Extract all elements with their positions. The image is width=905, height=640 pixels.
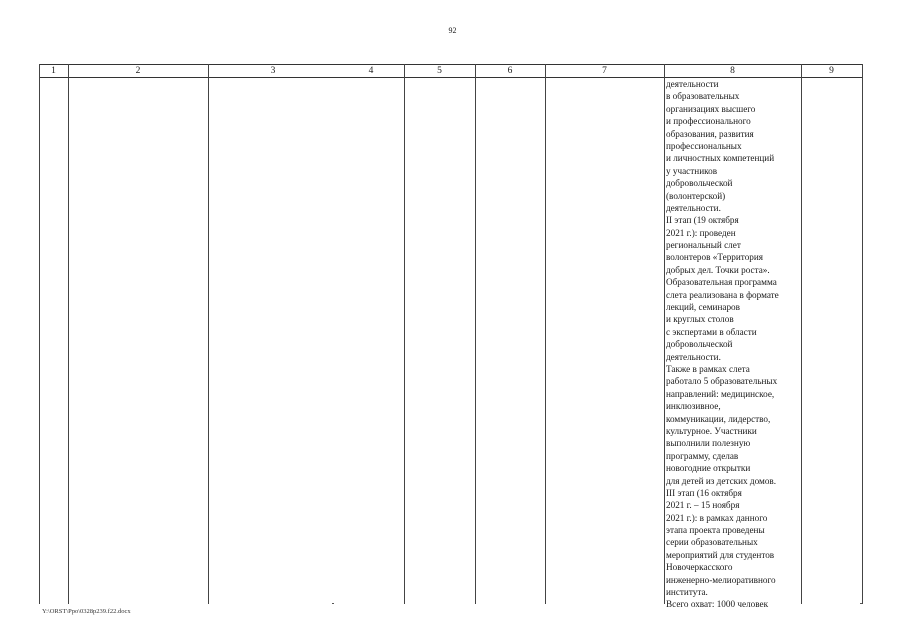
text-line: программу, сделав [666,450,739,461]
column-number-8: 8 [730,66,735,76]
text-line: инклюзивное, [666,401,721,412]
column-number-6: 6 [507,66,513,76]
text-line: Образовательная программа [666,277,777,288]
column-number-3: 3 [270,66,276,76]
text-line: Новочеркасского [666,562,733,573]
text-line: 2021 г.): в рамках данного [666,512,768,523]
column-border [545,64,546,604]
text-line: мероприятий для студентов [666,549,775,560]
text-line: направлений: медицинское, [666,388,775,399]
text-line: этапа проекта проведены [666,525,765,536]
text-line: II этап (19 октября [666,215,739,226]
text-line: Также в рамках слета [666,363,750,374]
text-line: инженерно-мелиоративного [666,574,776,585]
text-line: организациях высшего [666,103,756,114]
text-line: Всего охват: 1000 человек [666,599,769,610]
scan-mark [860,603,862,604]
column-number-5: 5 [437,66,442,76]
text-line: (волонтерской) [666,190,726,201]
text-line: слета реализована в формате [666,289,779,300]
text-line: III этап (16 октября [666,487,742,498]
column-number-7: 7 [602,66,607,76]
text-line: деятельности [666,79,719,89]
page-number: 92 [448,26,457,35]
column-8-cell-text [666,78,802,611]
text-line: лекций, семинаров [666,302,740,313]
text-line: деятельности. [666,351,721,362]
column-border [68,64,69,604]
text-line: деятельности. [666,202,721,213]
text-line: волонтеров «Территория [666,252,764,263]
column-border [862,64,863,604]
text-line: серии образовательных [666,537,758,548]
text-line: профессиональных [666,140,742,151]
file-path-footer: Y:\ORST\Ppo\0328p239.f22.docx [42,608,131,615]
text-line: 2021 г.): проведен [666,227,736,238]
column-border [208,64,209,604]
text-line: выполнили полезную [666,438,751,449]
text-line: коммуникации, лидерство, [666,413,771,424]
column-number-2: 2 [135,66,141,76]
column-border [404,64,405,604]
text-line: для детей из детских домов. [666,475,777,486]
text-line: института. [666,587,708,598]
text-line: работало 5 образовательных [666,376,778,387]
column-border [475,64,476,604]
text-line: добрых дел. Точки роста». [666,264,770,275]
text-line: образования, развития [666,128,754,139]
text-line: добровольческой [666,178,733,189]
column-number-4: 4 [368,66,374,76]
column-border [664,64,665,604]
column-border [39,64,40,604]
text-line: с экспертами в области [666,326,757,337]
text-line: 2021 г. – 15 ноября [666,500,740,511]
text-line: у участников [666,165,718,176]
scan-mark [332,603,334,604]
text-line: новогодние открытки [666,463,751,474]
column-number-9: 9 [829,66,834,76]
text-line: и профессионального [666,116,751,127]
text-line: культурное. Участники [666,425,757,436]
column-number-1: 1 [51,66,56,76]
text-line: и личностных компетенций [666,153,775,164]
text-line: и круглых столов [666,314,734,325]
text-line: в образовательных [666,91,740,102]
text-line: добровольческой [666,339,733,350]
text-line: региональный слет [666,240,741,251]
